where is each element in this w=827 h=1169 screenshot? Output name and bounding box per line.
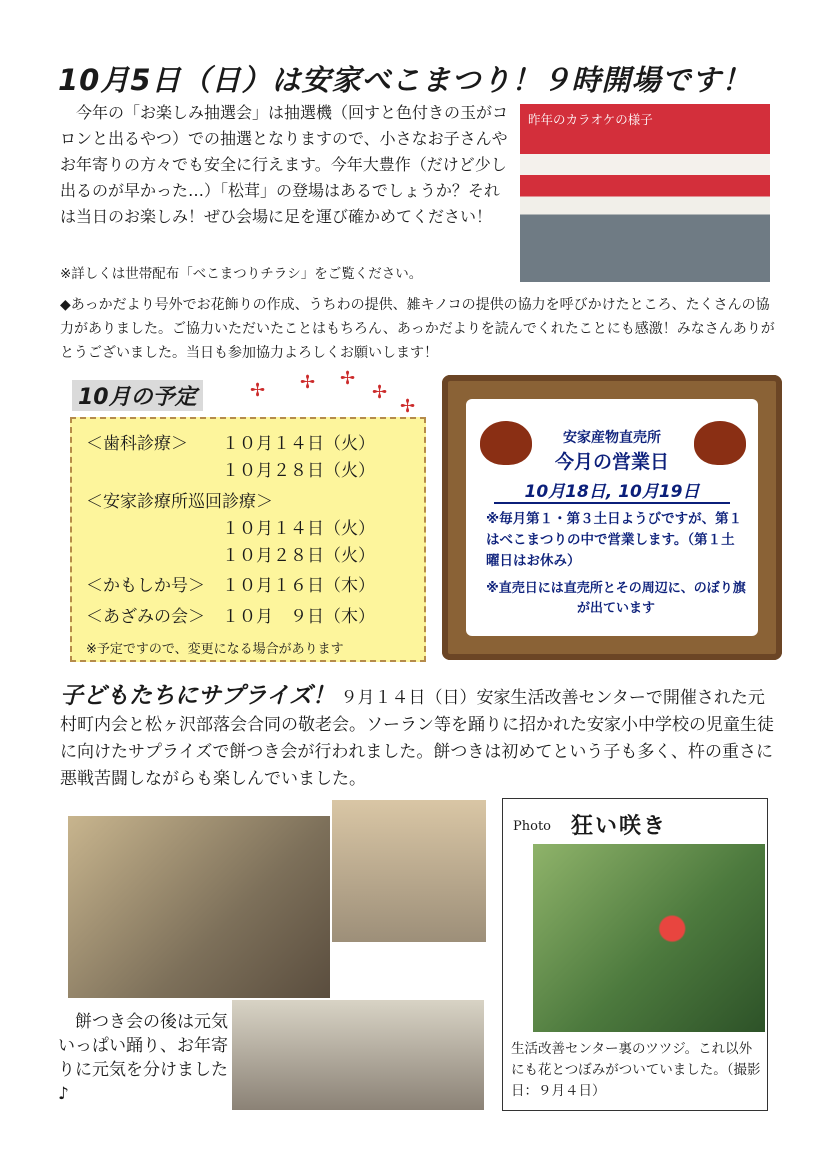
mochi-closeup-photo [332,800,486,942]
surprise-section [60,683,775,793]
schedule-label: ＜あざみの会＞ [86,607,205,627]
azalea-photo [533,844,765,1032]
schedule-label: ＜歯科診療＞ [86,434,188,454]
schedule-label: ＜かもしか号＞ [86,576,205,596]
schedule-date: １０月１６日（木） [222,576,375,596]
schedule-note: ※予定ですので、変更になる場合があります [86,642,344,657]
dance-photo [232,1000,484,1110]
karaoke-photo [520,104,770,282]
karaoke-caption: 昨年のカラオケの様子 [528,112,653,127]
sign-heading: 今月の営業日 [554,451,669,473]
surprise-text: ９月１４日（日）安家生活改善センターで開催された元村町内会と松ヶ沢部落会合同の敬老会。ソーラン等を踊りに招かれた安家小中学校の児童生徒に向けたサプライズで餅つき会が行われました。餅つきは初めてという子も多く、杵の重さに悪戦苦闘しながらも楽しんでいました。 [60,688,774,789]
surprise-heading: 子どもたちにサプライズ！ [60,683,336,709]
sign-note: ※直売日には直売所とその周辺に、のぼり旗が出ています [486,581,746,616]
photo-caption: 生活改善センター裏のツツジ。これ以外にも花とつぼみがついていました。（撮影日：９月４日） [511,1041,761,1099]
schedule-date: １０月 ９日（木） [222,607,375,627]
sign-subtitle: 安家産物直売所 [563,430,661,446]
dragonfly-icon: ✢ [250,380,266,401]
dragonfly-icon: ✢ [340,368,356,389]
dragonfly-icon: ✢ [372,382,388,403]
photo-corner [502,798,768,1111]
photo-label: Photo [513,819,551,834]
schedule-date: １０月１４日（火） [222,519,375,539]
mochi-caption: 餅つき会の後は元気いっぱい踊り、お年寄りに元気を分けました♪ [58,1012,228,1104]
mochi-photo [68,816,330,998]
sign-board [466,399,758,636]
photo-title: 狂い咲き [571,813,668,839]
page-title: 10月5日（日）は安家べこまつり！９時開場です！ [58,63,752,97]
thanks-paragraph: ◆あっかだより号外でお花飾りの作成、うちわの提供、雑キノコの提供の協力を呼びかけたところ、たくさんの協力がありました。ご協力いただいたことはもちろん、あっかだよりを読んでくれたことにも感激！みなさんありがとうございました。当日も参加協力よろしくお願いします！ [60,297,775,361]
intro-paragraph: 今年の「お楽しみ抽選会」は抽選機（回すと色付きの玉がコロンと出るやつ）での抽選となりますので、小さなお子さんやお年寄りの方々でも安全に行えます。今年大豊作（だけど少し出るのが早かった…）「松茸」の登場はあるでしょうか？それは当日のお楽しみ！ぜひ会場に足を運び確かめてください！ [60,103,509,226]
schedule-date: １０月２８日（火） [222,461,375,481]
dragonfly-icon: ✢ [400,396,416,417]
schedule-box [70,417,426,662]
shop-sign [442,375,782,660]
schedule-date: １０月２８日（火） [222,546,375,566]
schedule-title: 10月の予定 [72,380,203,411]
sign-note: ※毎月第１・第３土日ようびですが、第１はべこまつりの中で営業します。（第１土曜日はお休み） [486,511,743,569]
intro-note: ※詳しくは世帯配布「べこまつりチラシ」をご覧ください。 [60,266,423,282]
schedule-label: ＜安家診療所巡回診療＞ [86,492,273,512]
dragonfly-icon: ✢ [300,372,316,393]
sign-dates: 10月18日, 10月19日 [494,477,730,504]
schedule-date: １０月１４日（火） [222,434,375,454]
